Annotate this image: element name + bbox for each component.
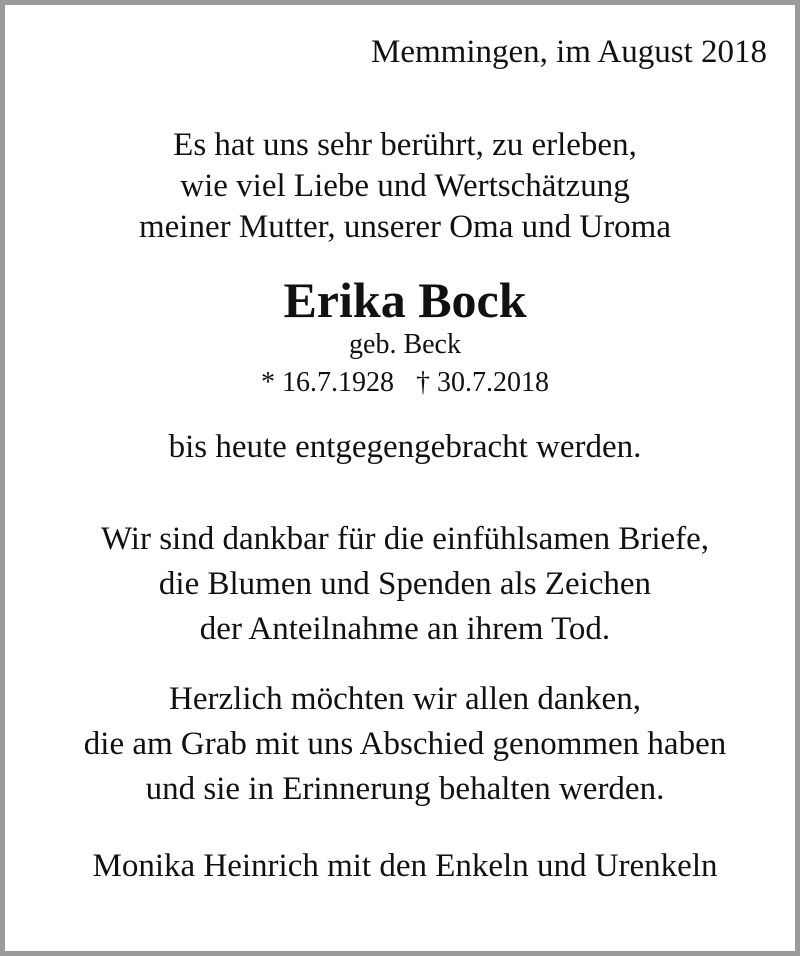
signature — [5, 843, 800, 889]
death-date: † 30.7.2018 — [416, 367, 549, 398]
signature-text: Monika Heinrich mit den Enkeln und Urenkeln — [92, 848, 718, 884]
birth-date: * 16.7.1928 — [261, 367, 394, 398]
thanks-line: und sie in Erinnerung behalten werden. — [145, 771, 665, 807]
intro-line: Es hat uns sehr berührt, zu erleben, — [173, 127, 637, 163]
life-dates — [5, 365, 800, 401]
thanks-paragraph-1 — [5, 517, 800, 652]
thanks-paragraph-2 — [5, 677, 800, 812]
intro-line: wie viel Liebe und Wertschätzung — [180, 168, 630, 204]
thanks-line: die Blumen und Spenden als Zeichen — [158, 566, 652, 602]
thanks-line: die am Grab mit uns Abschied genommen haben — [83, 726, 727, 762]
place-date: Memmingen, im August 2018 — [371, 34, 767, 70]
after-name-line: bis heute entgegengebracht werden. — [168, 429, 642, 465]
thanks-line: der Anteilnahme an ihrem Tod. — [199, 611, 611, 647]
maiden-name: geb. Beck — [349, 329, 461, 360]
deceased-name: Erika Bock — [283, 272, 527, 328]
after-name-text — [5, 427, 800, 468]
intro-text — [5, 125, 800, 248]
intro-line: meiner Mutter, unserer Oma und Uroma — [138, 209, 671, 245]
thanks-line: Wir sind dankbar für die einfühlsamen Briefe, — [100, 521, 710, 557]
thanks-line: Herzlich möchten wir allen danken, — [169, 681, 641, 717]
